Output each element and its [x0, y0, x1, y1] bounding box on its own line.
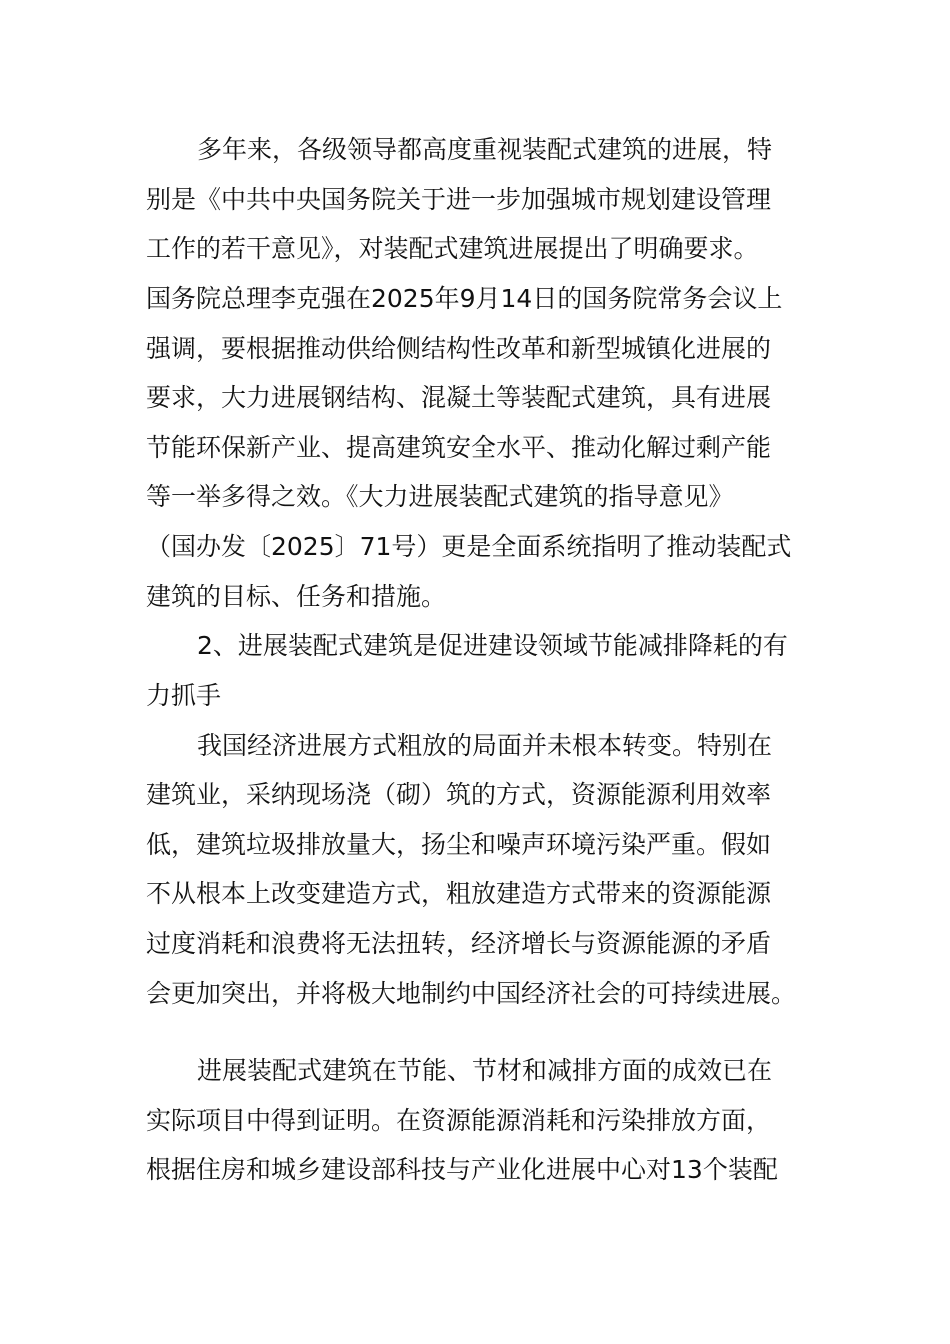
- paragraph-1-line-9: （国办发〔2025〕71号）更是全面系统指明了推动装配式: [146, 532, 792, 561]
- paragraph-1-line-7: 节能环保新产业、提高建筑安全水平、推动化解过剩产能: [146, 433, 772, 462]
- paragraph-1-line-2: 别是《中共中央国务院关于进一步加强城市规划建设管理: [146, 185, 772, 214]
- paragraph-1-line-3: 工作的若干意见》，对装配式建筑进展提出了明确要求。: [146, 234, 759, 263]
- paragraph-1-line-6: 要求，大力进展钢结构、混凝土等装配式建筑，具有进展: [146, 383, 772, 412]
- paragraph-1-line-1: 多年来，各级领导都高度重视装配式建筑的进展，特: [197, 135, 773, 164]
- paragraph-2-line-4: 不从根本上改变建造方式，粗放建造方式带来的资源能源: [146, 879, 772, 908]
- paragraph-2-line-1: 我国经济进展方式粗放的局面并未根本转变。特别在: [197, 731, 773, 760]
- paragraph-2-line-6: 会更加突出，并将极大地制约中国经济社会的可持续进展。: [146, 979, 797, 1008]
- paragraph-2-line-3: 低，建筑垃圾排放量大，扬尘和噪声环境污染严重。假如: [146, 830, 772, 859]
- paragraph-2-line-2: 建筑业，采纳现场浇（砌）筑的方式，资源能源利用效率: [146, 780, 772, 809]
- paragraph-3-line-1: 进展装配式建筑在节能、节材和减排方面的成效已在: [197, 1056, 773, 1085]
- paragraph-1-line-5: 强调，要根据推动供给侧结构性改革和新型城镇化进展的: [146, 334, 772, 363]
- section-heading-line-2: 力抓手: [146, 681, 222, 710]
- paragraph-3-line-2: 实际项目中得到证明。在资源能源消耗和污染排放方面，: [146, 1106, 772, 1135]
- section-heading-line-1: 2、进展装配式建筑是促进建设领域节能减排降耗的有: [197, 631, 788, 660]
- paragraph-3-line-3: 根据住房和城乡建设部科技与产业化进展中心对13个装配: [146, 1155, 778, 1184]
- paragraph-1-line-10: 建筑的目标、任务和措施。: [146, 582, 447, 611]
- paragraph-1-line-4: 国务院总理李克强在2025年9月14日的国务院常务会议上: [146, 284, 783, 313]
- paragraph-1-line-8: 等一举多得之效。《大力进展装配式建筑的指导意见》: [146, 482, 734, 511]
- paragraph-2-line-5: 过度消耗和浪费将无法扭转，经济增长与资源能源的矛盾: [146, 929, 772, 958]
